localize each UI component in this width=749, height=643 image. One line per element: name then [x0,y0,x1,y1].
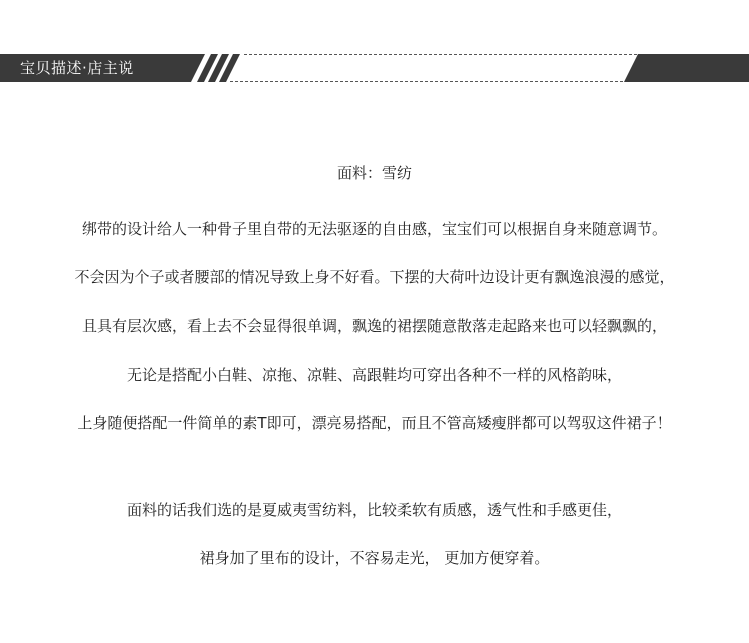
description-line: 上身随便搭配一件简单的素T即可，漂亮易搭配，而且不管高矮瘦胖都可以驾驭这件裙子！ [77,414,672,432]
section-header [0,54,749,82]
description-line: 无论是搭配小白鞋、凉拖、凉鞋、高跟鞋均可穿出各种不一样的风格韵味， [126,366,622,384]
fabric-heading: 面料：雪纺 [336,164,412,182]
description-line: 不会因为个子或者腰部的情况导致上身不好看。下摆的大荷叶边设计更有飘逸浪漫的感觉， [74,268,675,286]
fabric-description-line: 面料的话我们选的是夏威夷雪纺料，比较柔软有质感，透气性和手感更佳， [126,501,622,519]
fabric-description-line: 裙身加了里布的设计，不容易走光， 更加方便穿着。 [199,549,550,567]
section-title: 宝贝描述·店主说 [20,59,134,77]
description-line: 绑带的设计给人一种骨子里自带的无法驱逐的自由感，宝宝们可以根据自身来随意调节。 [81,220,667,238]
description-line: 且具有层次感，看上去不会显得很单调，飘逸的裙摆随意散落走起路来也可以轻飘飘的， [81,317,667,335]
